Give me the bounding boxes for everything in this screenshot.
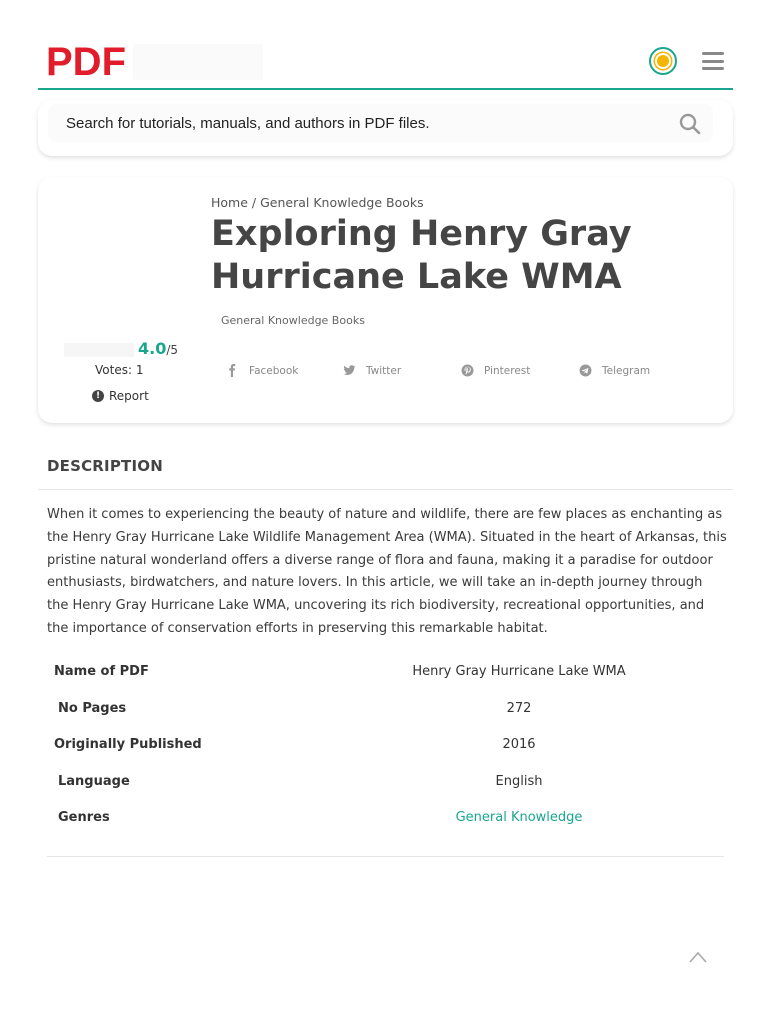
book-category[interactable]: General Knowledge Books: [221, 314, 365, 327]
rating-stars[interactable]: [64, 343, 134, 357]
genre-link[interactable]: General Knowledge: [455, 810, 583, 825]
description-text: When it comes to experiencing the beauty of nature and wildlife, there are few places as enchanting as the Henry Gray Hurricane Lake Wildlife Management Area (WMA). Situated in the heart of Arkansas, this pristine natural wonderland offers a diverse range of flora and fauna, making it a paradise for outdoor enthusiasts, birdwatchers, and nature lovers. In this article, we will take an in-depth journey through the Henry Gray Hurricane Lake WMA, uncovering its rich biodiversity, recreational opportunities, and the importance of conservation efforts in preserving this remarkable habitat.: [47, 507, 727, 636]
search-bar: [38, 100, 733, 156]
rating-value: 4.0/5: [138, 339, 179, 358]
share-twitter[interactable]: Twitter: [343, 364, 401, 377]
rating-max: /5: [166, 343, 179, 357]
site-header: [38, 38, 733, 90]
back-to-top-icon[interactable]: [689, 951, 707, 963]
row-label: No Pages: [58, 701, 127, 716]
twitter-icon: [343, 364, 356, 377]
row-label: Originally Published: [54, 737, 202, 752]
row-label: Genres: [58, 810, 110, 825]
search-icon[interactable]: [678, 112, 702, 136]
facebook-icon: [226, 364, 239, 377]
row-label: Language: [58, 774, 130, 789]
description-header: [38, 440, 733, 490]
table-row: [47, 737, 724, 757]
table-row: [47, 701, 724, 721]
sun-icon: [657, 55, 669, 67]
row-value: 272: [506, 701, 532, 716]
breadcrumb-home[interactable]: Home: [211, 195, 248, 210]
book-info-card: [38, 177, 733, 423]
breadcrumb-category[interactable]: General Knowledge Books: [260, 195, 424, 210]
share-pinterest[interactable]: Pinterest: [461, 364, 530, 377]
row-value: 2016: [502, 737, 536, 752]
table-row: [47, 774, 724, 794]
share-facebook[interactable]: Facebook: [226, 364, 298, 377]
site-logo[interactable]: PDF: [46, 40, 126, 84]
search-input[interactable]: [48, 104, 713, 142]
report-label: Report: [109, 389, 149, 403]
share-telegram[interactable]: Telegram: [579, 364, 650, 377]
breadcrumb: [211, 195, 424, 210]
telegram-icon: [579, 364, 592, 377]
table-row: [47, 810, 724, 830]
details-table: [47, 655, 724, 857]
hamburger-menu-icon[interactable]: [702, 52, 724, 70]
report-button[interactable]: [92, 389, 149, 403]
logo-placeholder: [133, 44, 263, 80]
theme-toggle-button[interactable]: [649, 47, 677, 75]
row-value: Henry Gray Hurricane Lake WMA: [412, 664, 626, 679]
page-title: Exploring Henry Gray Hurricane Lake WMA: [211, 214, 632, 297]
table-row: [47, 664, 724, 684]
votes-count: Votes: 1: [95, 363, 144, 377]
pinterest-icon: [461, 364, 474, 377]
description-heading: DESCRIPTION: [47, 457, 163, 475]
row-label: Name of PDF: [54, 664, 149, 679]
breadcrumb-separator: /: [251, 195, 257, 210]
row-value: English: [495, 774, 543, 789]
alert-icon: !: [92, 390, 104, 402]
